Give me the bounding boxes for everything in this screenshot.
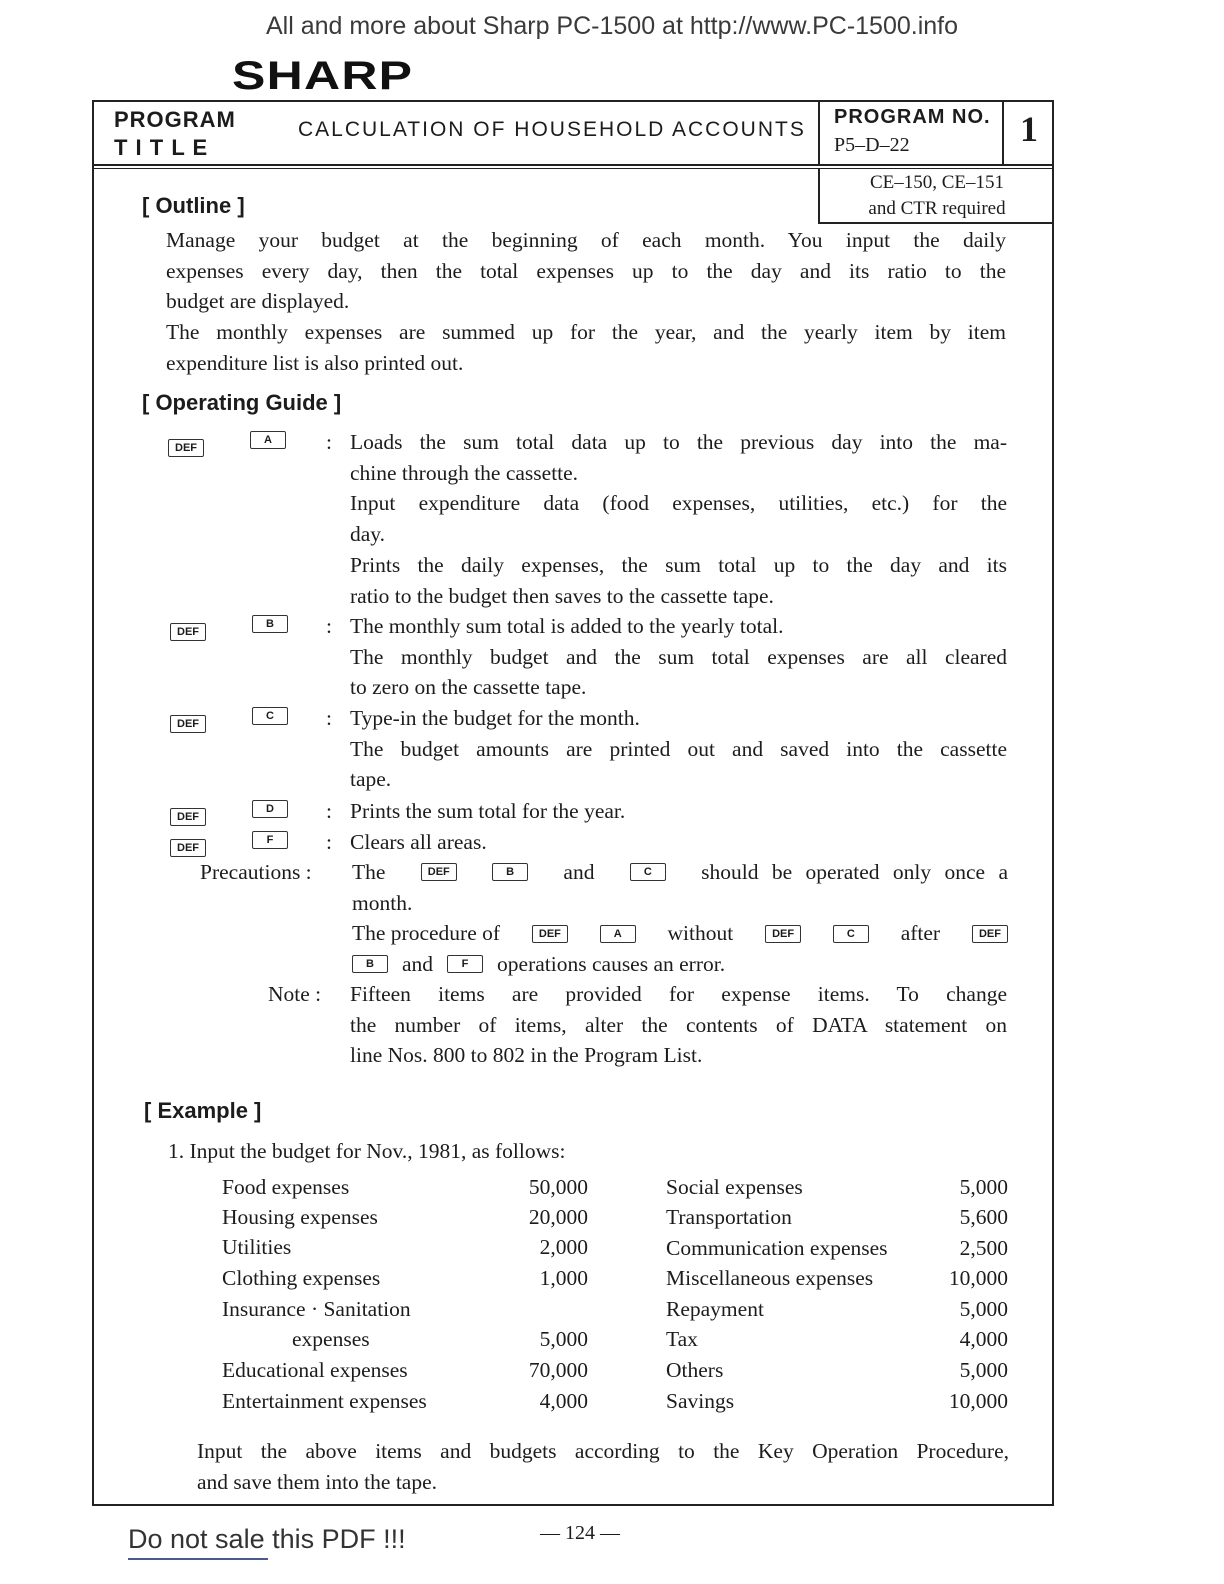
precaution-word: after — [900, 921, 941, 946]
def-key-icon: DEF — [170, 715, 206, 733]
budget-item-amount: 5,600 — [959, 1205, 1008, 1229]
budget-item-amount: 2,500 — [959, 1236, 1008, 1260]
key-combo — [170, 707, 274, 738]
guide-line: Loads the sum total data up to the previous day into the ma- — [350, 430, 1007, 454]
precaution-word: operations causes an error. — [497, 952, 726, 977]
budget-item-amount: 4,000 — [959, 1327, 1008, 1351]
budget-item-name: expenses — [292, 1327, 370, 1351]
outline-text — [166, 225, 1006, 379]
note-label: Note : — [268, 982, 322, 1006]
guide-heading: [ Operating Guide ] — [142, 390, 342, 415]
guide-line: chine through the cassette. — [350, 460, 579, 485]
budget-item-name: Insurance · Sanitation — [222, 1297, 411, 1321]
precaution-word: should be operated only once a — [701, 860, 1008, 884]
guide-line: The monthly budget and the sum total expenses are all cleared — [350, 644, 1007, 669]
d-key-icon: D — [252, 800, 288, 818]
guide-line: The monthly sum total is added to the yearly total. — [350, 614, 784, 638]
c-key-icon: C — [252, 707, 288, 725]
budget-item-name: Social expenses — [666, 1175, 803, 1199]
f-key-icon: F — [252, 831, 288, 849]
budget-item-amount: 20,000 — [528, 1205, 588, 1229]
budget-item-name: Repayment — [666, 1297, 764, 1321]
outline-line: expenditure list is also printed out. — [166, 350, 464, 375]
a-key-icon: A — [250, 431, 286, 449]
outline-heading: [ Outline ] — [142, 193, 245, 218]
colon: : — [326, 830, 332, 854]
note-text — [350, 979, 1007, 1071]
precaution-line — [352, 949, 1008, 980]
example-intro: 1. Input the budget for Nov., 1981, as follows: — [168, 1139, 566, 1163]
note-line: Fifteen items are provided for expense items. To change — [350, 982, 1007, 1006]
precaution-line: month. — [352, 890, 413, 915]
budget-item-name: Miscellaneous expenses — [666, 1266, 874, 1290]
precaution-line — [352, 918, 1008, 949]
guide-line: Input expenditure data (food expenses, utilities, etc.) for the — [350, 491, 1007, 516]
colon: : — [326, 706, 332, 730]
requirements-box — [818, 168, 1054, 224]
colon: : — [326, 799, 332, 823]
budget-item-amount: 1,000 — [539, 1266, 588, 1290]
outline-line: expenses every day, then the total expenses up to the day and its ratio to the — [166, 258, 1006, 283]
program-title-label — [114, 106, 236, 162]
colon: : — [326, 614, 332, 638]
precaution-word: without — [667, 921, 734, 946]
budget-row — [222, 1297, 411, 1322]
page-number: — 124 — — [540, 1522, 620, 1544]
example-closing — [197, 1436, 1009, 1497]
budget-row — [666, 1297, 764, 1322]
precautions-text — [352, 857, 1008, 980]
guide-description — [350, 827, 1007, 858]
precaution-word: The procedure of — [352, 921, 501, 946]
outline-line: The monthly expenses are summed up for the year, and the yearly item by item — [166, 320, 1006, 345]
budget-item-amount: 5,000 — [539, 1327, 588, 1351]
budget-item-amount: 10,000 — [948, 1266, 1008, 1290]
budget-row — [292, 1327, 370, 1352]
budget-item-name: Tax — [666, 1327, 698, 1351]
requirement-line: CE–150, CE–151 — [869, 172, 1005, 193]
example-heading: [ Example ] — [144, 1098, 262, 1123]
precautions-label: Precautions : — [200, 860, 312, 884]
budget-row — [222, 1266, 380, 1291]
budget-item-name: Housing expenses — [222, 1205, 378, 1229]
budget-row — [222, 1205, 378, 1230]
def-key-icon: DEF — [170, 623, 206, 641]
colon: : — [326, 430, 332, 454]
budget-row — [666, 1266, 873, 1291]
budget-item-name: Transportation — [666, 1205, 792, 1229]
budget-row — [666, 1358, 723, 1383]
brand-logo: SHARP — [232, 54, 414, 98]
note-line: the number of items, alter the contents of DATA statement on — [350, 1012, 1007, 1037]
program-title: CALCULATION OF HOUSEHOLD ACCOUNTS — [298, 118, 806, 141]
budget-item-amount: 5,000 — [959, 1358, 1008, 1382]
note-line: line Nos. 800 to 802 in the Program List. — [350, 1043, 703, 1068]
key-combo — [168, 431, 272, 462]
closing-line: Input the above items and budgets according to the Key Operation Procedure, — [197, 1439, 1009, 1463]
program-index: 1 — [1020, 109, 1038, 149]
budget-row — [222, 1175, 349, 1200]
c-key-icon: C — [630, 863, 666, 881]
budget-item-amount: 2,000 — [539, 1235, 588, 1259]
budget-item-name: Food expenses — [222, 1175, 350, 1199]
guide-line: The budget amounts are printed out and saved into the cassette — [350, 736, 1007, 761]
budget-row — [222, 1235, 291, 1260]
guide-line: to zero on the cassette tape. — [350, 675, 587, 700]
outline-line: Manage your budget at the beginning of each month. You input the daily — [166, 228, 1006, 252]
key-combo — [170, 800, 274, 831]
def-key-icon: DEF — [765, 925, 801, 943]
budget-item-name: Educational expenses — [222, 1358, 408, 1382]
guide-line: Prints the daily expenses, the sum total up to the day and its — [350, 552, 1007, 577]
def-key-icon: DEF — [170, 808, 206, 826]
guide-line: tape. — [350, 767, 392, 792]
label-title: T I T L E — [114, 135, 209, 160]
closing-line: and save them into the tape. — [197, 1469, 438, 1494]
b-key-icon: B — [252, 615, 288, 633]
budget-row — [666, 1205, 792, 1230]
requirement-line: and CTR required — [868, 198, 1006, 219]
footer-warning: Do not sale this PDF !!! — [128, 1524, 406, 1554]
footer-underline — [128, 1558, 268, 1560]
guide-line: ratio to the budget then saves to the cassette tape. — [350, 583, 774, 608]
program-no-label: PROGRAM NO. — [834, 106, 991, 128]
budget-item-amount: 5,000 — [959, 1297, 1008, 1321]
guide-description — [350, 611, 1007, 703]
a-key-icon: A — [600, 925, 636, 943]
def-key-icon: DEF — [532, 925, 568, 943]
precaution-line — [352, 857, 1008, 888]
c-key-icon: C — [833, 925, 869, 943]
def-key-icon: DEF — [972, 925, 1008, 943]
budget-item-amount: 50,000 — [528, 1175, 588, 1199]
label-program: PROGRAM — [114, 107, 236, 132]
precaution-word: The — [352, 860, 386, 884]
precaution-word: and — [402, 952, 434, 977]
budget-item-name: Others — [666, 1358, 724, 1382]
budget-item-name: Utilities — [222, 1235, 292, 1259]
outline-line: budget are displayed. — [166, 289, 350, 314]
budget-item-name: Entertainment expenses — [222, 1389, 427, 1413]
f-key-icon: F — [447, 955, 483, 973]
budget-row — [222, 1358, 408, 1383]
budget-row — [222, 1389, 427, 1414]
precaution-word: and — [563, 860, 595, 884]
guide-description — [350, 703, 1007, 795]
guide-line: Type-in the budget for the month. — [350, 706, 640, 730]
budget-item-amount: 4,000 — [539, 1389, 588, 1413]
guide-description — [350, 796, 1007, 827]
b-key-icon: B — [492, 863, 528, 881]
guide-line: day. — [350, 522, 386, 547]
budget-row — [666, 1236, 888, 1261]
def-key-icon: DEF — [168, 439, 204, 457]
guide-line: Clears all areas. — [350, 830, 487, 854]
budget-item-amount: 70,000 — [528, 1358, 588, 1382]
def-key-icon: DEF — [421, 863, 457, 881]
program-no: P5–D–22 — [834, 134, 910, 156]
site-banner: All and more about Sharp PC-1500 at http://www.PC-1500.info — [265, 12, 959, 40]
b-key-icon: B — [352, 955, 388, 973]
def-key-icon: DEF — [170, 839, 206, 857]
budget-row — [666, 1327, 698, 1352]
key-combo — [170, 615, 274, 646]
guide-line: Prints the sum total for the year. — [350, 799, 626, 823]
budget-row — [666, 1389, 734, 1414]
header-divider-vertical — [818, 100, 820, 164]
budget-item-amount: 10,000 — [948, 1389, 1008, 1413]
budget-item-amount: 5,000 — [959, 1175, 1008, 1199]
budget-row — [666, 1175, 803, 1200]
guide-description — [350, 427, 1007, 611]
budget-item-name: Clothing expenses — [222, 1266, 381, 1290]
budget-item-name: Communication expenses — [666, 1236, 888, 1260]
budget-item-name: Savings — [666, 1389, 735, 1413]
